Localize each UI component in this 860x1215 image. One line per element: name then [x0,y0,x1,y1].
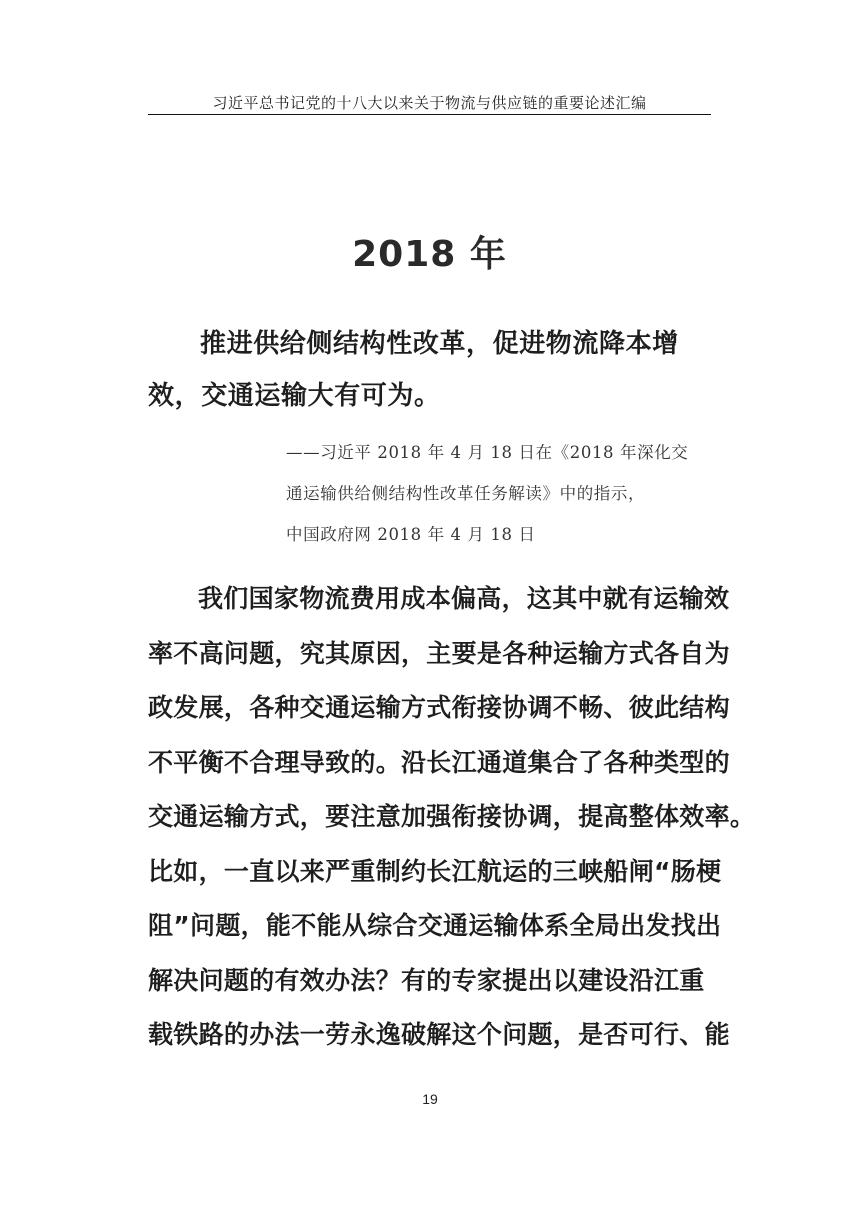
body-paragraph [148,572,756,1063]
body-line: 载铁路的办法一劳永逸破解这个问题，是否可行、能 [148,1020,730,1049]
body-line: 政发展，各种交通运输方式衔接协调不畅、彼此结构 [148,693,730,722]
citation-line: 通运输供给侧结构性改革任务解读》中的指示， [286,484,646,503]
body-line: 交通运输方式，要注意加强衔接协调，提高整体效率。 [148,802,756,831]
quote-citation [286,432,718,555]
citation-line: 中国政府网 2018 年 4 月 18 日 [286,525,536,544]
section-year-heading: 2018 年 [352,234,507,275]
body-line: 我们国家物流费用成本偏高，这其中就有运输效 [198,584,730,613]
running-header: 习近平总书记党的十八大以来关于物流与供应链的重要论述汇编 [212,94,647,112]
body-line: 率不高问题，究其原因，主要是各种运输方式各自为 [148,638,730,668]
citation-line: ——习近平 2018 年 4 月 18 日在《2018 年深化交 [286,443,689,462]
body-line: 解决问题的有效办法？有的专家提出以建设沿江重 [148,965,705,995]
body-line: 比如，一直以来严重制约长江航运的三峡船闸“肠梗 [148,856,722,886]
body-line: 不平衡不合理导致的。沿长江通道集合了各种类型的 [148,747,730,777]
page-number: 19 [422,1091,438,1107]
header-divider [148,114,711,115]
key-quote: 推进供给侧结构性改革，促进物流降本增效，交通运输大有可为。 [148,329,679,411]
body-line: 阻”问题，能不能从综合交通运输体系全局出发找出 [148,911,722,940]
